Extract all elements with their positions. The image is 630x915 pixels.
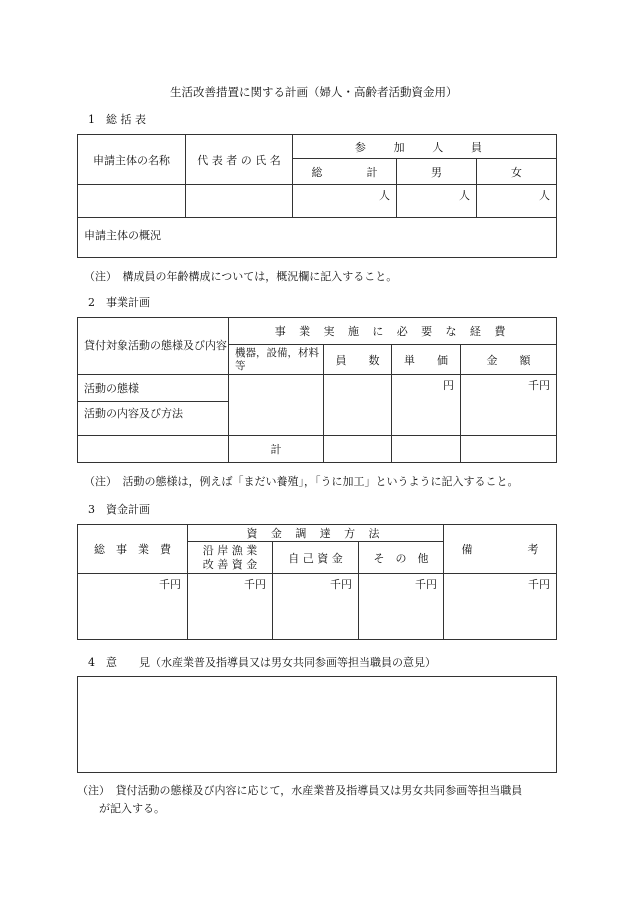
opinion-box[interactable]	[77, 676, 557, 773]
section1-heading: 1 総 括 表	[88, 113, 146, 126]
costs-header: 事 業 実 施 に 必 要 な 経 費	[229, 318, 557, 345]
funding-plan-table	[77, 524, 557, 640]
total-count-cell[interactable]: 人	[293, 185, 397, 218]
total-quantity-cell[interactable]	[324, 436, 392, 463]
self-fund-cell[interactable]: 千円	[273, 574, 359, 640]
section1-note: （注） 構成員の年齢構成については，概況欄に記入すること。	[84, 270, 398, 283]
male-count-cell[interactable]: 人	[397, 185, 477, 218]
business-plan-table	[77, 317, 557, 463]
section2-note: （注） 活動の態様は，例えば「まだい養殖」，「うに加工」というように記入すること。	[84, 475, 519, 488]
equipment-cell[interactable]	[229, 375, 324, 436]
applicant-name-header: 申請主体の名称	[78, 135, 186, 185]
activity-mode-header: 貸付対象活動の態様及び内容	[78, 318, 229, 375]
section2-heading: 2 事業計画	[88, 296, 150, 309]
overview-label: 申請主体の概況	[84, 229, 161, 242]
page-title: 生活改善措置に関する計画（婦人・高齢者活動資金用）	[170, 85, 458, 99]
total-amount-cell[interactable]	[461, 436, 557, 463]
activity-content-row-label: 活動の内容及び方法	[78, 402, 229, 436]
applicant-name-cell[interactable]	[78, 185, 186, 218]
female-header: 女	[477, 159, 557, 185]
amount-header: 金 額	[461, 345, 557, 375]
male-header: 男	[397, 159, 477, 185]
quantity-header: 員 数	[324, 345, 392, 375]
unit-price-header: 単 価	[392, 345, 461, 375]
other-fund-header: そ の 他	[359, 542, 444, 574]
overview-cell[interactable]	[78, 218, 557, 258]
remarks-cell[interactable]: 千円	[444, 574, 557, 640]
total-unit-price-cell[interactable]	[392, 436, 461, 463]
total-cost-cell[interactable]: 千円	[78, 574, 188, 640]
section4-note-line1: （注） 貸付活動の態様及び内容に応じて，水産業普及指導員又は男女共同参画等担当職員	[77, 784, 523, 797]
summary-table	[77, 134, 557, 258]
activity-mode-row-label: 活動の態様	[78, 375, 229, 402]
coastal-fund-cell[interactable]: 千円	[188, 574, 273, 640]
coastal-fund-header-line2: 改 善 資 金	[202, 557, 258, 571]
total-header: 総 計	[293, 159, 397, 185]
coastal-fund-header	[188, 542, 273, 574]
other-fund-cell[interactable]: 千円	[359, 574, 444, 640]
coastal-fund-header-line1: 沿 岸 漁 業	[202, 544, 258, 558]
amount-cell[interactable]: 千円	[461, 375, 557, 436]
remarks-header: 備 考	[444, 525, 557, 574]
equipment-header: 機器，設備，材料等	[229, 345, 324, 375]
section4-note-line2: が記入する。	[99, 802, 165, 815]
total-cost-header: 総 事 業 費	[78, 525, 188, 574]
total-label: 計	[229, 436, 324, 463]
unit-price-cell[interactable]: 円	[392, 375, 461, 436]
section4-heading: 4 意 見（水産業普及指導員又は男女共同参画等担当職員の意見）	[88, 656, 436, 669]
quantity-cell[interactable]	[324, 375, 392, 436]
self-fund-header: 自 己 資 金	[273, 542, 359, 574]
participants-header: 参 加 人 員	[293, 135, 557, 159]
funding-method-header: 資 金 調 達 方 法	[188, 525, 444, 542]
representative-name-cell[interactable]	[186, 185, 293, 218]
female-count-cell[interactable]: 人	[477, 185, 557, 218]
activity-content-cell[interactable]	[78, 436, 229, 463]
section3-heading: 3 資金計画	[88, 503, 150, 516]
representative-name-header: 代 表 者 の 氏 名	[186, 135, 293, 185]
